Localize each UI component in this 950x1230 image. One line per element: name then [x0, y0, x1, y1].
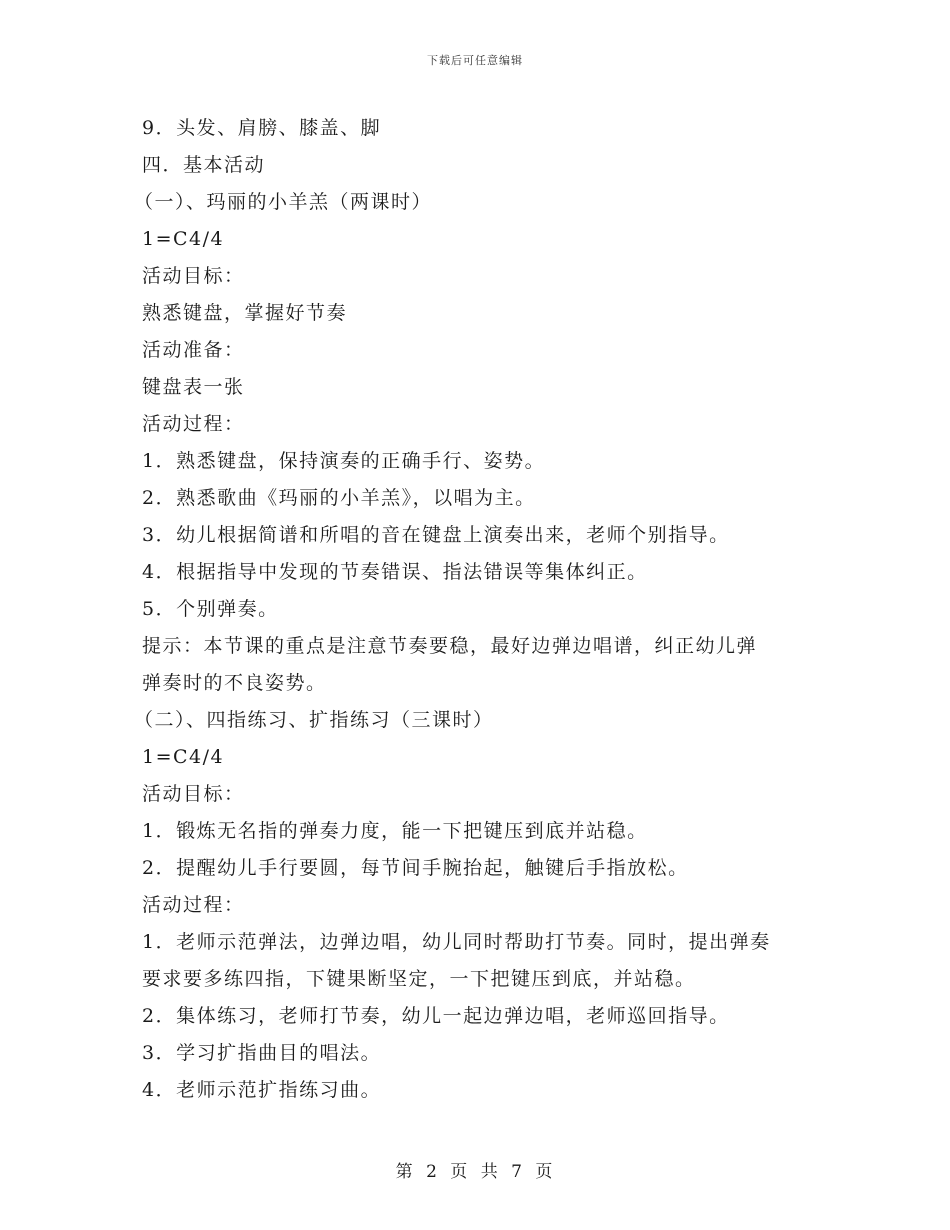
text-line: 活动准备： — [142, 339, 245, 361]
document-body — [134, 110, 822, 1109]
page-header-note: 下载后可任意编辑 — [427, 54, 523, 67]
section-heading: 四．基本活动 — [142, 154, 266, 176]
text-line: 要求要多练四指，下键果断坚定，一下把键压到底，并站稳。 — [142, 968, 696, 990]
text-line: 弹奏时的不良姿势。 — [142, 672, 327, 694]
list-item: 4．根据指导中发现的节奏错误、指法错误等集体纠正。 — [142, 561, 648, 583]
list-item: 5．个别弹奏。 — [142, 598, 279, 620]
text-line: 9．头发、肩膀、膝盖、脚 — [142, 117, 382, 139]
text-line: 熟悉键盘，掌握好节奏 — [142, 302, 348, 324]
list-item: 2．集体练习，老师打节奏，幼儿一起边弹边唱，老师巡回指导。 — [142, 1005, 730, 1027]
text-line: 键盘表一张 — [142, 376, 245, 398]
text-line: 1=C4/4 — [142, 746, 225, 768]
text-line: 活动过程： — [142, 894, 245, 916]
text-line: 1=C4/4 — [142, 228, 225, 250]
text-line: 活动过程： — [142, 413, 245, 435]
list-item: 2．熟悉歌曲《玛丽的小羊羔》，以唱为主。 — [142, 487, 536, 509]
page-number: 第 2 页 共 7 页 — [395, 1162, 555, 1182]
list-item: 1．锻炼无名指的弹奏力度，能一下把键压到底并站稳。 — [142, 820, 648, 842]
text-line: 活动目标： — [142, 265, 245, 287]
text-line: 提示：本节课的重点是注意节奏要稳，最好边弹边唱谱，纠正幼儿弹 — [142, 635, 758, 657]
list-item: 3．幼儿根据简谱和所唱的音在键盘上演奏出来，老师个别指导。 — [142, 524, 730, 546]
list-item: 1．老师示范弹法，边弹边唱，幼儿同时帮助打节奏。同时，提出弹奏 — [142, 931, 771, 953]
list-item: 3．学习扩指曲目的唱法。 — [142, 1042, 382, 1064]
subsection-heading: （二）、四指练习、扩指练习（三课时） — [134, 709, 494, 731]
list-item: 1．熟悉键盘，保持演奏的正确手行、姿势。 — [142, 450, 546, 472]
list-item: 2．提醒幼儿手行要圆，每节间手腕抬起，触键后手指放松。 — [142, 857, 689, 879]
subsection-heading: （一）、玛丽的小羊羔（两课时） — [134, 191, 433, 213]
list-item: 4．老师示范扩指练习曲。 — [142, 1079, 382, 1101]
text-line: 活动目标： — [142, 783, 245, 805]
